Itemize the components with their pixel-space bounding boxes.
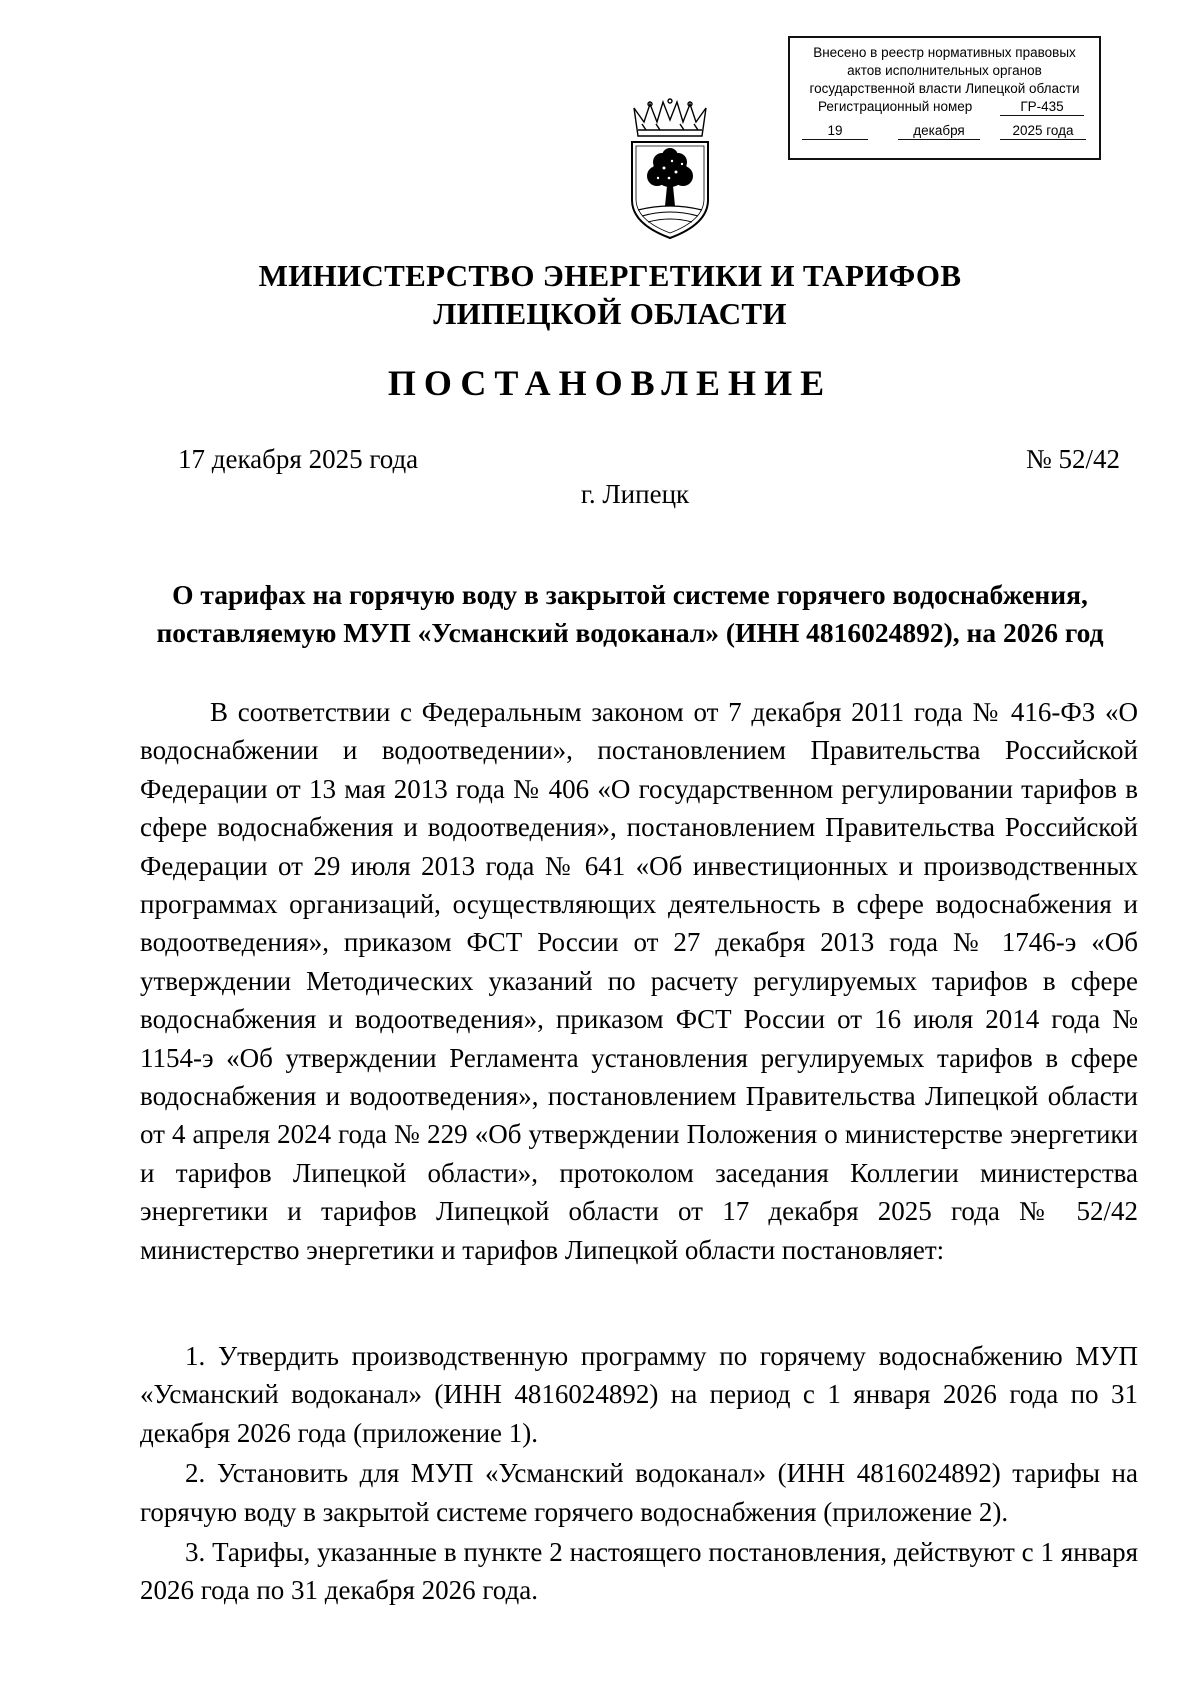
- registry-year: 2025 года: [1000, 122, 1086, 140]
- preamble-paragraph: В соответствии с Федеральным законом от 7 декабря 2011 года № 416-ФЗ «О водоснабжении и водоотведении», постановлением Правительства Российской Федерации от 13 мая 2013 года № 406 «О государственном регулировании тарифов в сфере водоснабжения и водоотведения», постановлением Правительства Российской Федерации от 29 июля 2013 года № 641 «Об инвестиционных и производственных программах организаций, осуществляющих деятельность в сфере водоснабжения и водоотведения», приказом ФСТ России от 27 декабря 2013 года № 1746-э «Об утверждении Методических указаний по расчету регулируемых тарифов в сфере водоснабжения и водоотведения», приказом ФСТ России от 16 июля 2014 года № 1154-э «Об утверждении Регламента установления регулируемых тарифов в сфере водоснабжения и водоотведения», постановлением Правительства Липецкой области от 4 апреля 2024 года № 229 «Об утверждении Положения о министерстве энергетики и тарифов Липецкой области», протоколом заседания Коллегии министерства энергетики и тарифов Липецкой области от 17 декабря 2025 года № 52/42 министерство энергетики и тарифов Липецкой области постановляет:: [140, 697, 1138, 1265]
- document-date: 17 декабря 2025 года: [178, 444, 419, 474]
- resolution-item-2: 2. Установить для МУП «Усманский водоканал» (ИНН 4816024892) тарифы на горячую воду в закрытой системе горячего водоснабжения (приложение 2).: [140, 1458, 1138, 1527]
- registry-number-label: Регистрационный номер: [818, 99, 973, 114]
- document-number: № 52/42: [1025, 444, 1120, 474]
- document-city: г. Липецк: [580, 479, 690, 509]
- registry-stamp-line2: актов исполнительных органов: [847, 63, 1042, 78]
- ministry-name-line2: ЛИПЕЦКОЙ ОБЛАСТИ: [433, 296, 787, 331]
- registry-stamp-line1: Внесено в реестр нормативных правовых: [813, 45, 1076, 60]
- registry-number: ГР-435: [1000, 98, 1084, 116]
- document-title-line2: поставляемую МУП «Усманский водоканал» (ИНН 4816024892), на 2026 год: [156, 617, 1104, 648]
- resolution-item-1: 1. Утвердить производственную программу по горячему водоснабжению МУП «Усманский водоканал» (ИНН 4816024892) на период с 1 января 2026 года по 31 декабря 2026 года (приложение 1).: [140, 1341, 1138, 1448]
- preamble-block: [140, 693, 1138, 1269]
- registry-month: декабря: [898, 122, 980, 140]
- coat-of-arms-emblem: [620, 98, 720, 248]
- registry-stamp-line3: государственной власти Липецкой области: [809, 81, 1080, 96]
- registry-day: 19: [802, 122, 868, 140]
- registry-stamp: [788, 36, 1101, 160]
- resolution-items: [140, 1337, 1138, 1612]
- resolution-item-3: 3. Тарифы, указанные в пункте 2 настоящего постановления, действуют с 1 января 2026 года по 31 декабря 2026 года.: [140, 1537, 1138, 1606]
- ministry-name-line1: МИНИСТЕРСТВО ЭНЕРГЕТИКИ И ТАРИФОВ: [258, 258, 962, 293]
- document-type: ПОСТАНОВЛЕНИЕ: [387, 363, 833, 403]
- document-title-line1: О тарифах на горячую воду в закрытой системе горячего водоснабжения,: [172, 579, 1088, 610]
